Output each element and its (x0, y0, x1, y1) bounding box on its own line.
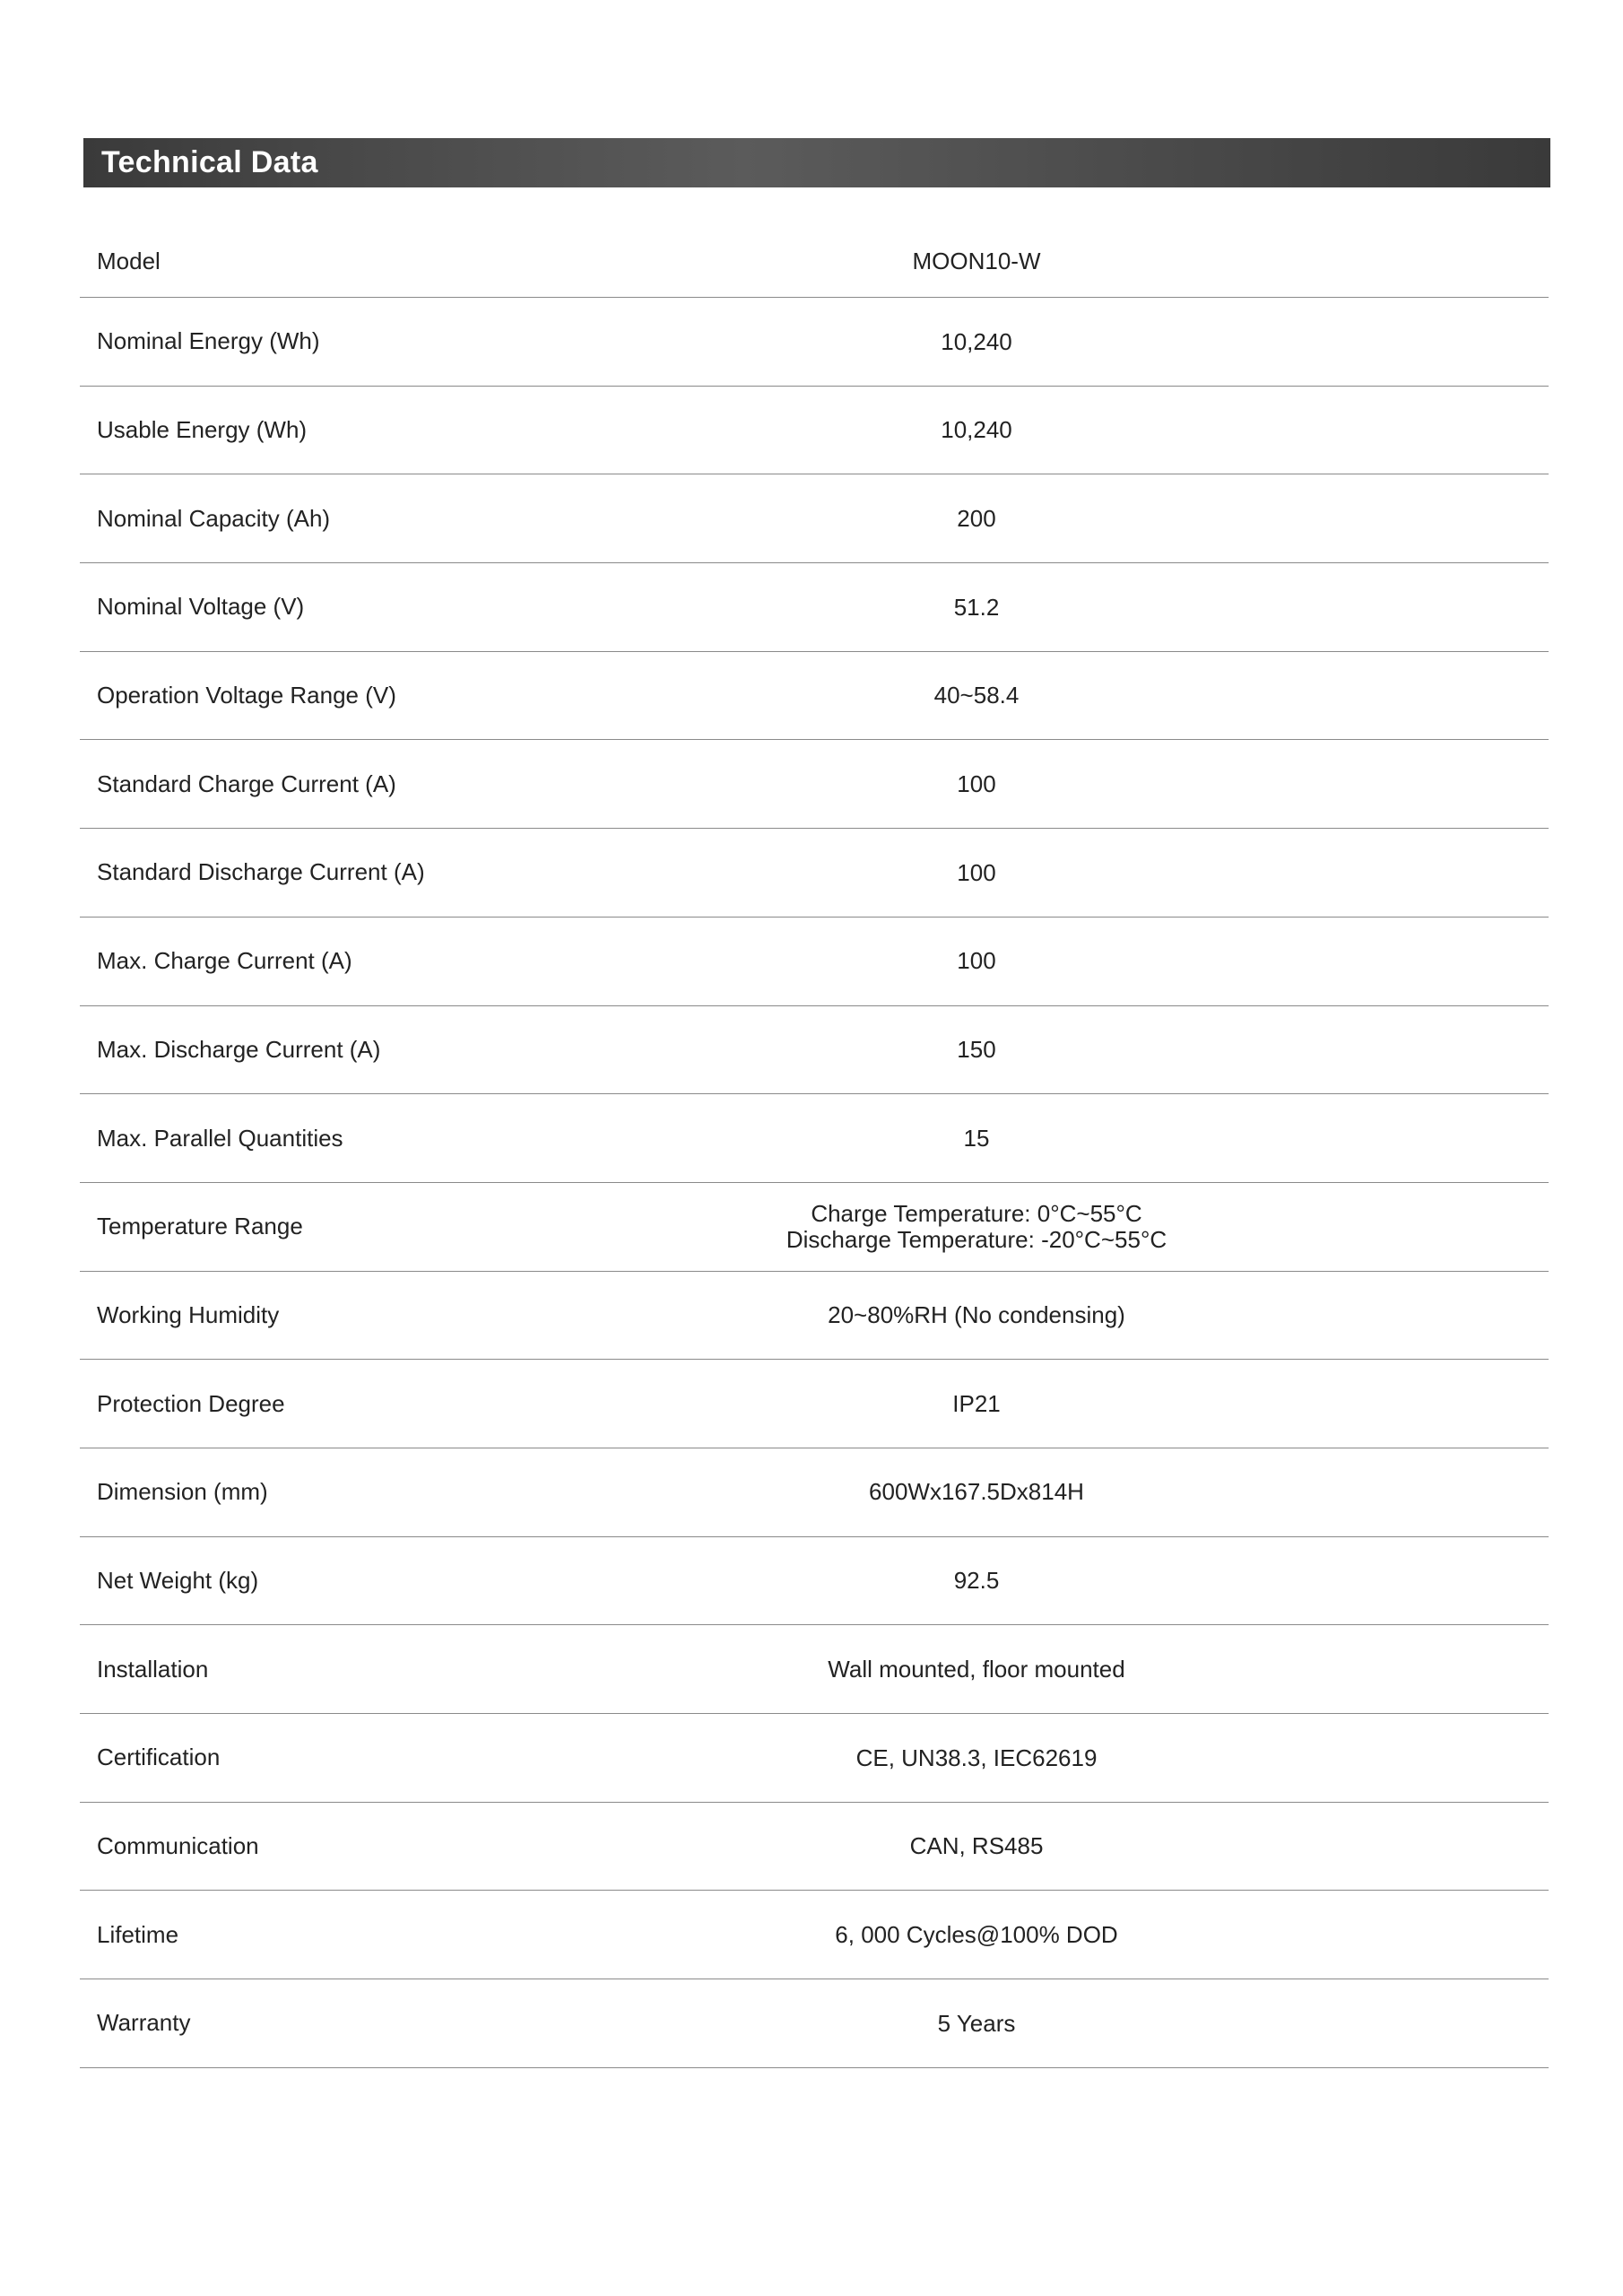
spec-row-temperature-range (80, 1183, 1549, 1272)
spec-label: Nominal Energy (Wh) (97, 327, 320, 355)
spec-label: Warranty (97, 2009, 191, 2037)
spec-row-standard-charge-current (80, 740, 1549, 829)
spec-row-communication (80, 1803, 1549, 1892)
spec-label: Installation (97, 1655, 209, 1683)
spec-value (636, 1183, 1317, 1271)
section-header-bar (83, 138, 1550, 187)
spec-row-net-weight (80, 1537, 1549, 1626)
spec-value: 6, 000 Cycles@100% DOD (835, 1920, 1118, 1948)
spec-value: 92.5 (953, 1567, 1000, 1595)
spec-row-nominal-voltage (80, 563, 1549, 652)
spec-value: 5 Years (937, 2009, 1016, 2037)
spec-row-protection-degree (80, 1360, 1549, 1448)
spec-value: 100 (957, 947, 996, 975)
spec-table (80, 226, 1549, 2068)
spec-label: Nominal Voltage (V) (97, 593, 305, 621)
spec-row-operation-voltage-range (80, 652, 1549, 741)
spec-row-dimension (80, 1448, 1549, 1537)
spec-value: Wall mounted, floor mounted (828, 1655, 1125, 1683)
spec-value: IP21 (952, 1389, 1001, 1417)
spec-label: Temperature Range (97, 1213, 303, 1240)
spec-value: 10,240 (941, 416, 1012, 444)
spec-label: Net Weight (kg) (97, 1566, 259, 1594)
spec-row-nominal-energy (80, 298, 1549, 387)
spec-value: 600Wx167.5Dx814H (869, 1478, 1084, 1506)
spec-label: Protection Degree (97, 1389, 285, 1417)
spec-label: Lifetime (97, 1920, 179, 1948)
spec-value: MOON10-W (912, 248, 1041, 275)
spec-value: 15 (963, 1124, 990, 1152)
spec-value: 10,240 (941, 327, 1012, 355)
spec-row-certification (80, 1714, 1549, 1803)
charge-temperature: Charge Temperature: 0°C~55°C (811, 1200, 1142, 1228)
spec-value: 100 (957, 770, 996, 797)
spec-row-lifetime (80, 1891, 1549, 1979)
spec-label: Max. Parallel Quantities (97, 1124, 343, 1152)
section-title: Technical Data (101, 145, 318, 179)
spec-label: Operation Voltage Range (V) (97, 682, 396, 709)
spec-label: Standard Discharge Current (A) (97, 858, 425, 886)
spec-row-working-humidity (80, 1272, 1549, 1361)
spec-label: Certification (97, 1744, 221, 1771)
spec-value: 20~80%RH (No condensing) (828, 1301, 1125, 1329)
spec-label: Working Humidity (97, 1300, 280, 1328)
spec-label: Usable Energy (Wh) (97, 416, 308, 444)
spec-row-nominal-capacity (80, 474, 1549, 563)
spec-label: Dimension (mm) (97, 1478, 268, 1506)
spec-row-installation (80, 1625, 1549, 1714)
spec-value: 100 (957, 858, 996, 886)
spec-row-max-parallel-quantities (80, 1094, 1549, 1183)
spec-value: 40~58.4 (933, 682, 1020, 709)
spec-row-model (80, 226, 1549, 298)
spec-row-usable-energy (80, 387, 1549, 475)
spec-value: 51.2 (953, 593, 1000, 621)
spec-value: 200 (957, 504, 996, 532)
spec-row-warranty (80, 1979, 1549, 2068)
spec-value: CE, UN38.3, IEC62619 (855, 1744, 1098, 1771)
spec-label: Max. Discharge Current (A) (97, 1035, 381, 1063)
spec-label: Standard Charge Current (A) (97, 770, 396, 797)
spec-row-standard-discharge-current (80, 829, 1549, 918)
discharge-temperature: Discharge Temperature: -20°C~55°C (785, 1225, 1167, 1253)
spec-label: Max. Charge Current (A) (97, 947, 352, 975)
spec-label: Communication (97, 1832, 259, 1860)
spec-row-max-charge-current (80, 918, 1549, 1006)
spec-label: Model (97, 248, 161, 274)
spec-value: CAN, RS485 (909, 1832, 1044, 1860)
spec-value: 150 (957, 1036, 996, 1064)
spec-row-max-discharge-current (80, 1006, 1549, 1095)
spec-label: Nominal Capacity (Ah) (97, 504, 331, 532)
